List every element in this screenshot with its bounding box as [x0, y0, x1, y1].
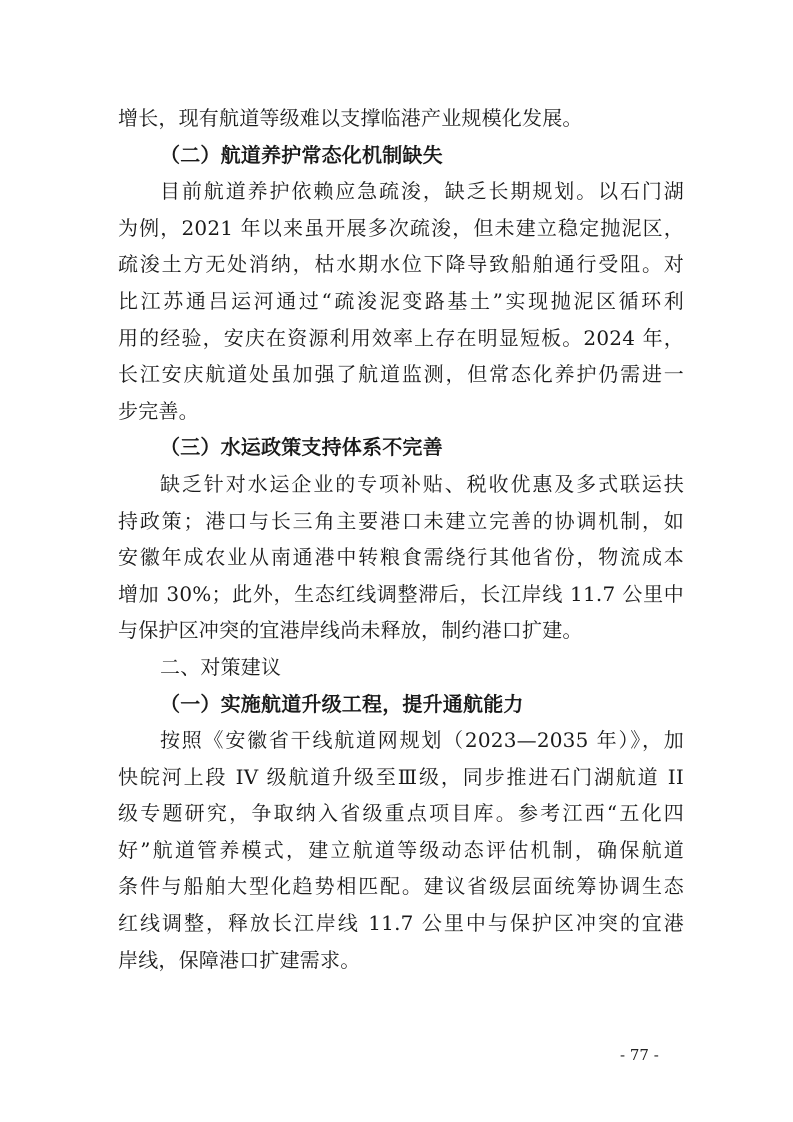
text-line: 快皖河上段 IV 级航道升级至Ⅲ级，同步推进石门湖航道 II [118, 764, 684, 789]
text-line: 条件与船舶大型化趋势相匹配。建议省级层面统筹协调生态 [118, 874, 684, 899]
text-line: 岸线，保障港口扩建需求。 [118, 947, 361, 972]
page-number: - 77 - [620, 1046, 659, 1064]
text-line: 用的经验，安庆在资源利用效率上存在明显短板。2024 年， [118, 325, 684, 350]
chapter-heading: 二、对策建议 [160, 654, 282, 679]
section-heading: （二）航道养护常态化机制缺失 [160, 142, 443, 167]
text-line: 疏浚土方无处消纳，枯水期水位下降导致船舶通行受阻。对 [118, 252, 684, 277]
text-line: 增长，现有航道等级难以支撑临港产业规模化发展。 [118, 106, 583, 130]
text-line: 好”航道管养模式，建立航道等级动态评估机制，确保航道 [118, 837, 684, 862]
text-line: 缺乏针对水运企业的专项补贴、税收优惠及多式联运扶 [160, 471, 684, 496]
text-line: 步完善。 [118, 398, 199, 423]
text-line: 比江苏通吕运河通过“疏浚泥变路基土”实现抛泥区循环利 [118, 288, 684, 313]
section-heading: （一）实施航道升级工程，提升通航能力 [160, 691, 524, 716]
document-body [118, 100, 684, 978]
text-line: 长江安庆航道处虽加强了航道监测，但常态化养护仍需进一 [118, 362, 684, 387]
text-line: 为例，2021 年以来虽开展多次疏浚，但未建立稳定抛泥区， [118, 215, 684, 240]
text-line: 增加 30%；此外，生态红线调整滞后，长江岸线 11.7 公里中 [118, 581, 684, 606]
text-line: 与保护区冲突的宜港岸线尚未释放，制约港口扩建。 [118, 618, 583, 643]
text-line: 安徽年成农业从南通港中转粮食需绕行其他省份，物流成本 [118, 545, 684, 570]
text-line: 按照《安徽省干线航道网规划（2023—2035 年）》，加 [160, 728, 684, 753]
text-line: 持政策；港口与长三角主要港口未建立完善的协调机制，如 [118, 508, 684, 533]
section-heading: （三）水运政策支持体系不完善 [160, 435, 443, 460]
text-line: 级专题研究，争取纳入省级重点项目库。参考江西“五化四 [118, 801, 684, 826]
text-line: 红线调整，释放长江岸线 11.7 公里中与保护区冲突的宜港 [118, 911, 684, 936]
text-line: 目前航道养护依赖应急疏浚，缺乏长期规划。以石门湖 [160, 179, 684, 204]
